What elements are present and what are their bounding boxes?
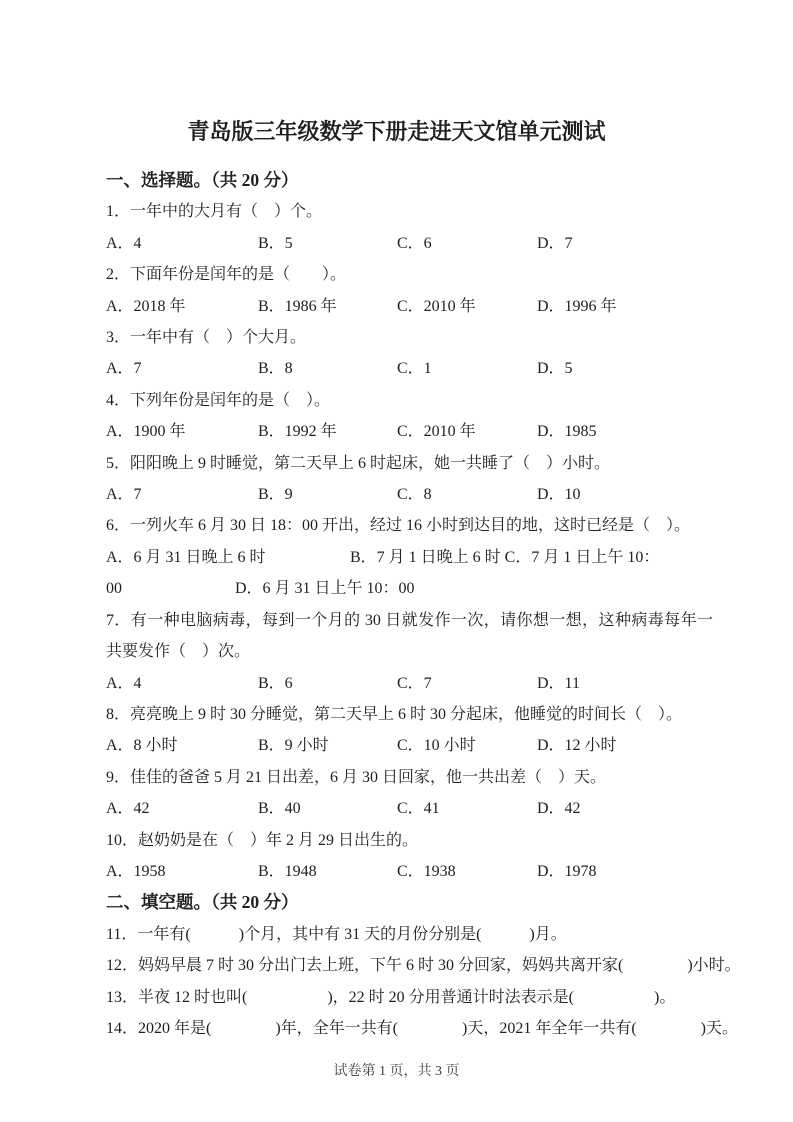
paper-body [106,165,741,1044]
question-1-options [106,228,713,259]
question-1-option-d: D．7 [537,234,573,252]
question-6-options-b-c: B．7 月 1 日晚上 6 时 C．7 月 1 日上午 10： [350,548,660,566]
question-2-options [106,291,713,322]
question-8-text: 8．亮亮晚上 9 时 30 分睡觉，第二天早上 6 时 30 分起床，他睡觉的时间长（ ）。 [106,705,683,723]
question-9-text: 9．佳佳的爸爸 5 月 21 日出差，6 月 30 日回家，他一共出差（ ）天。 [106,768,607,786]
question-3-option-b: B．8 [258,360,293,378]
question-5-text: 5．阳阳晚上 9 时睡觉，第二天早上 6 时起床，她一共睡了（ ）小时。 [106,454,611,472]
question-4-option-a: A．1900 年 [106,423,186,441]
question-7-options [106,668,713,699]
question-3-option-d: D．5 [537,360,573,378]
question-4-option-d: D．1985 [537,423,597,441]
question-3-option-c: C．1 [397,360,432,378]
question-4-option-b: B．1992 年 [258,423,337,441]
question-7-option-d: D．11 [537,674,580,692]
question-7-option-b: B．6 [258,674,293,692]
question-3-option-a: A．7 [106,360,142,378]
question-1-option-a: A．4 [106,234,142,252]
page-footer: 试卷第 1 页，共 3 页 [333,1064,460,1079]
question-4-text: 4．下列年份是闰年的是（ ）。 [106,391,331,409]
question-6-options-line-1 [106,542,713,573]
question-6-text: 6．一列火车 6 月 30 日 18：00 开出，经过 16 小时到达目的地，这时已经是（ ）。 [106,517,691,535]
question-10-option-d: D．1978 [537,862,597,880]
question-11-text: 11．一年有( )个月，其中有 31 天的月份分别是( )月。 [106,925,567,943]
question-14-text: 14．2020 年是( )年，全年一共有( )天，2021 年全年一共有( )天。 [106,1019,738,1037]
question-6-option-c-wrap: 00 [106,580,122,598]
question-8-options [106,730,713,761]
question-2-text: 2．下面年份是闰年的是（ ）。 [106,266,347,284]
question-4-options [106,416,713,447]
question-9-option-b: B．40 [258,800,301,818]
question-4-option-c: C．2010 年 [397,423,476,441]
question-10-options [106,856,713,887]
question-10-option-c: C．1938 [397,862,456,880]
question-2-option-b: B．1986 年 [258,297,337,315]
question-5-option-a: A．7 [106,486,142,504]
question-3-options [106,353,713,384]
question-5-options [106,479,713,510]
question-10-option-b: B．1948 [258,862,317,880]
question-5-option-c: C．8 [397,486,432,504]
section-heading-fill: 二、填空题。（共 20 分） [106,892,299,913]
question-13-text: 13．半夜 12 时也叫( )，22 时 20 分用普通计时法表示是( )。 [106,988,676,1006]
question-8-option-a: A．8 小时 [106,737,178,755]
page-title: 青岛版三年级数学下册走进天文馆单元测试 [187,119,606,144]
question-2-option-d: D．1996 年 [537,297,617,315]
question-1-option-c: C．6 [397,234,432,252]
question-5-option-b: B．9 [258,486,293,504]
question-6-options-line-2 [106,573,713,604]
section-heading-choice: 一、选择题。（共 20 分） [106,170,299,190]
question-8-option-d: D．12 小时 [537,737,617,755]
question-2-option-a: A．2018 年 [106,297,186,315]
question-6-option-d: D．6 月 31 日上午 10：00 [235,580,415,598]
question-1-option-b: B．5 [258,234,293,252]
question-9-option-d: D．42 [537,800,581,818]
question-12-text: 12．妈妈早晨 7 时 30 分出门去上班，下午 6 时 30 分回家，妈妈共离开家( )小时。 [106,957,741,975]
question-6-option-a: A．6 月 31 日晚上 6 时 [106,548,266,566]
question-10-option-a: A．1958 [106,862,166,880]
question-3-text: 3．一年中有（ ）个大月。 [106,329,307,347]
question-8-option-b: B．9 小时 [258,737,329,755]
question-7-option-c: C．7 [397,674,432,692]
question-9-option-c: C．41 [397,800,440,818]
question-10-text: 10．赵奶奶是在（ ）年 2 月 29 日出生的。 [106,831,419,849]
question-1-text: 1．一年中的大月有（ ）个。 [106,203,323,221]
question-9-option-a: A．42 [106,800,150,818]
question-9-options [106,793,713,824]
question-7-text: 7．有一种电脑病毒，每到一个月的 30 日就发作一次，请你想一想，这种病毒每年一共要发作（ ）次。 [106,611,713,661]
question-7-option-a: A．4 [106,674,142,692]
question-2-option-c: C．2010 年 [397,297,476,315]
question-8-option-c: C．10 小时 [397,737,476,755]
question-5-option-d: D．10 [537,486,581,504]
